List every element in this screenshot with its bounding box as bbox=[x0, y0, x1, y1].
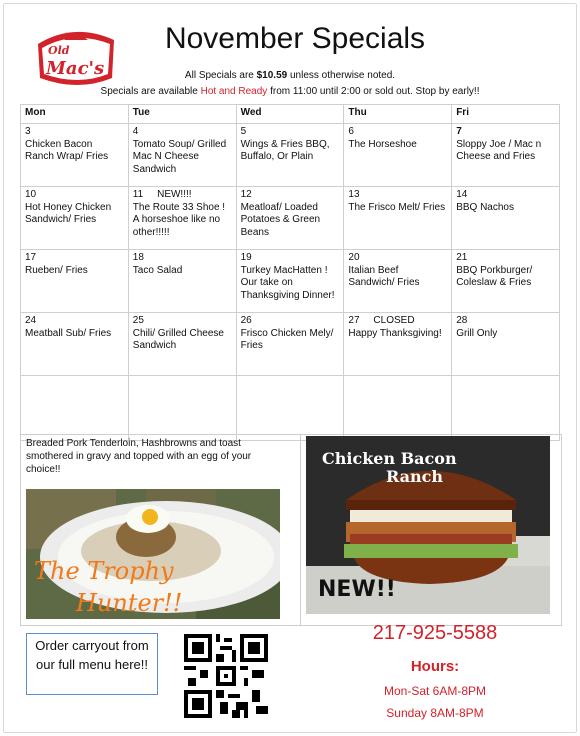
day-special: Turkey MacHatten ! Our take on Thanksgiving Dinner! bbox=[240, 264, 335, 301]
day-special: Meatloaf/ Loaded Potatoes & Green Beans bbox=[240, 201, 321, 238]
day-number: 21 bbox=[456, 252, 468, 263]
day-number-with-note: 11 NEW!!!! bbox=[132, 189, 192, 200]
empty-week-row bbox=[21, 376, 560, 441]
day-number: 6 bbox=[348, 126, 354, 137]
day-cell bbox=[128, 187, 236, 250]
day-number: 26 bbox=[240, 315, 252, 326]
day-special: Tomato Soup/ Grilled Mac N Cheese Sandwich bbox=[132, 138, 227, 175]
day-cell bbox=[344, 250, 452, 313]
empty-cell bbox=[236, 376, 344, 441]
empty-cell bbox=[344, 376, 452, 441]
day-special: The Horseshoe bbox=[348, 138, 417, 150]
week-row bbox=[21, 313, 560, 376]
hot-and-ready: Hot and Ready bbox=[200, 86, 268, 97]
day-cell bbox=[236, 313, 344, 376]
closed-note: CLOSED bbox=[373, 315, 415, 326]
day-cell bbox=[452, 250, 560, 313]
trophy-hunter-photo bbox=[26, 489, 280, 619]
day-number: 24 bbox=[25, 315, 37, 326]
availability-note: Specials are available Hot and Ready from 11:00 until 2:00 or sold out. Stop by early!! bbox=[100, 86, 480, 97]
day-special: The Route 33 Shoe ! A horseshoe like no other!!!!! bbox=[132, 201, 226, 238]
day-number: 20 bbox=[348, 252, 360, 263]
header-wed: Wed bbox=[236, 105, 344, 124]
day-special: Italian Beef Sandwich/ Fries bbox=[348, 264, 420, 288]
day-number: 13 bbox=[348, 189, 360, 200]
day-cell bbox=[452, 187, 560, 250]
day-special: Chili/ Grilled Cheese Sandwich bbox=[132, 327, 224, 351]
day-number-with-note: 27 CLOSED bbox=[348, 315, 415, 326]
day-number: 3 bbox=[25, 126, 31, 137]
new-note: NEW!!!! bbox=[157, 189, 192, 200]
header-tue: Tue bbox=[128, 105, 236, 124]
day-number: 28 bbox=[456, 315, 468, 326]
calendar-header-row bbox=[21, 105, 560, 124]
day-cell bbox=[452, 313, 560, 376]
carryout-button[interactable]: Order carryout from our full menu here!! bbox=[26, 633, 158, 695]
day-number: 18 bbox=[132, 252, 144, 263]
day-cell bbox=[344, 313, 452, 376]
day-cell bbox=[21, 124, 129, 187]
price-value: $10.59 bbox=[256, 70, 288, 81]
specials-calendar bbox=[20, 104, 560, 441]
day-special: Grill Only bbox=[456, 327, 498, 339]
new-badge: NEW!! bbox=[318, 577, 396, 602]
day-cell bbox=[236, 250, 344, 313]
day-special: BBQ Porkburger/ Coleslaw & Fries bbox=[456, 264, 533, 288]
day-number: 7 bbox=[456, 126, 462, 137]
day-special: Frisco Chicken Mely/ Fries bbox=[240, 327, 334, 351]
day-cell bbox=[21, 187, 129, 250]
feature-divider bbox=[300, 434, 301, 626]
header-fri: Fri bbox=[452, 105, 560, 124]
day-number: 19 bbox=[240, 252, 252, 263]
day-cell bbox=[128, 313, 236, 376]
day-cell bbox=[452, 124, 560, 187]
day-cell bbox=[21, 250, 129, 313]
week-row bbox=[21, 124, 560, 187]
week-row bbox=[21, 187, 560, 250]
logo-text-top: Old bbox=[48, 44, 70, 57]
chicken-bacon-ranch-photo bbox=[306, 436, 550, 614]
day-number: 14 bbox=[456, 189, 468, 200]
day-special: Hot Honey Chicken Sandwich/ Fries bbox=[25, 201, 112, 225]
page-title: November Specials bbox=[164, 22, 426, 55]
cbr-title-line2: Ranch bbox=[386, 467, 444, 486]
day-special: Wings & Fries BBQ, Buffalo, Or Plain bbox=[240, 138, 330, 162]
day-special: The Frisco Melt/ Fries bbox=[348, 201, 446, 213]
hours-sunday: Sunday 8AM-8PM bbox=[386, 706, 484, 720]
qr-code[interactable] bbox=[184, 634, 268, 718]
empty-cell bbox=[21, 376, 129, 441]
day-special: Happy Thanksgiving! bbox=[348, 327, 442, 339]
day-special: Rueben/ Fries bbox=[25, 264, 88, 276]
week-row bbox=[21, 250, 560, 313]
day-cell bbox=[236, 187, 344, 250]
day-cell bbox=[236, 124, 344, 187]
empty-cell bbox=[128, 376, 236, 441]
hours-title: Hours: bbox=[410, 658, 460, 675]
day-cell bbox=[128, 124, 236, 187]
day-cell bbox=[128, 250, 236, 313]
day-special: Taco Salad bbox=[132, 264, 183, 276]
day-number: 12 bbox=[240, 189, 252, 200]
trophy-caption-line2: Hunter!! bbox=[76, 589, 183, 617]
phone-number[interactable]: 217-925-5588 bbox=[372, 622, 498, 644]
trophy-description: Breaded Pork Tenderloin, Hashbrowns and toast smothered in gravy and topped with an egg of your choice!! bbox=[26, 438, 252, 475]
trophy-caption-line1: The Trophy bbox=[34, 557, 174, 585]
day-special: Meatball Sub/ Fries bbox=[25, 327, 112, 339]
header-thu: Thu bbox=[344, 105, 452, 124]
day-number: 4 bbox=[132, 126, 139, 137]
empty-cell bbox=[452, 376, 560, 441]
cbr-title-line1: Chicken Bacon bbox=[322, 449, 457, 468]
day-number: 25 bbox=[132, 315, 144, 326]
price-note: All Specials are $10.59 unless otherwise noted. bbox=[184, 70, 396, 81]
hours-weekday: Mon-Sat 6AM-8PM bbox=[383, 684, 487, 698]
day-cell bbox=[344, 124, 452, 187]
day-cell bbox=[344, 187, 452, 250]
header-mon: Mon bbox=[21, 105, 129, 124]
day-cell bbox=[21, 313, 129, 376]
logo-text-main: Mac's bbox=[46, 58, 105, 79]
day-number: 5 bbox=[240, 126, 247, 137]
day-special: Chicken Bacon Ranch Wrap/ Fries bbox=[25, 138, 109, 162]
day-number: 10 bbox=[25, 189, 37, 200]
day-special: BBQ Nachos bbox=[456, 201, 514, 213]
day-number: 17 bbox=[25, 252, 37, 263]
day-special: Sloppy Joe / Mac n Cheese and Fries bbox=[456, 138, 542, 162]
